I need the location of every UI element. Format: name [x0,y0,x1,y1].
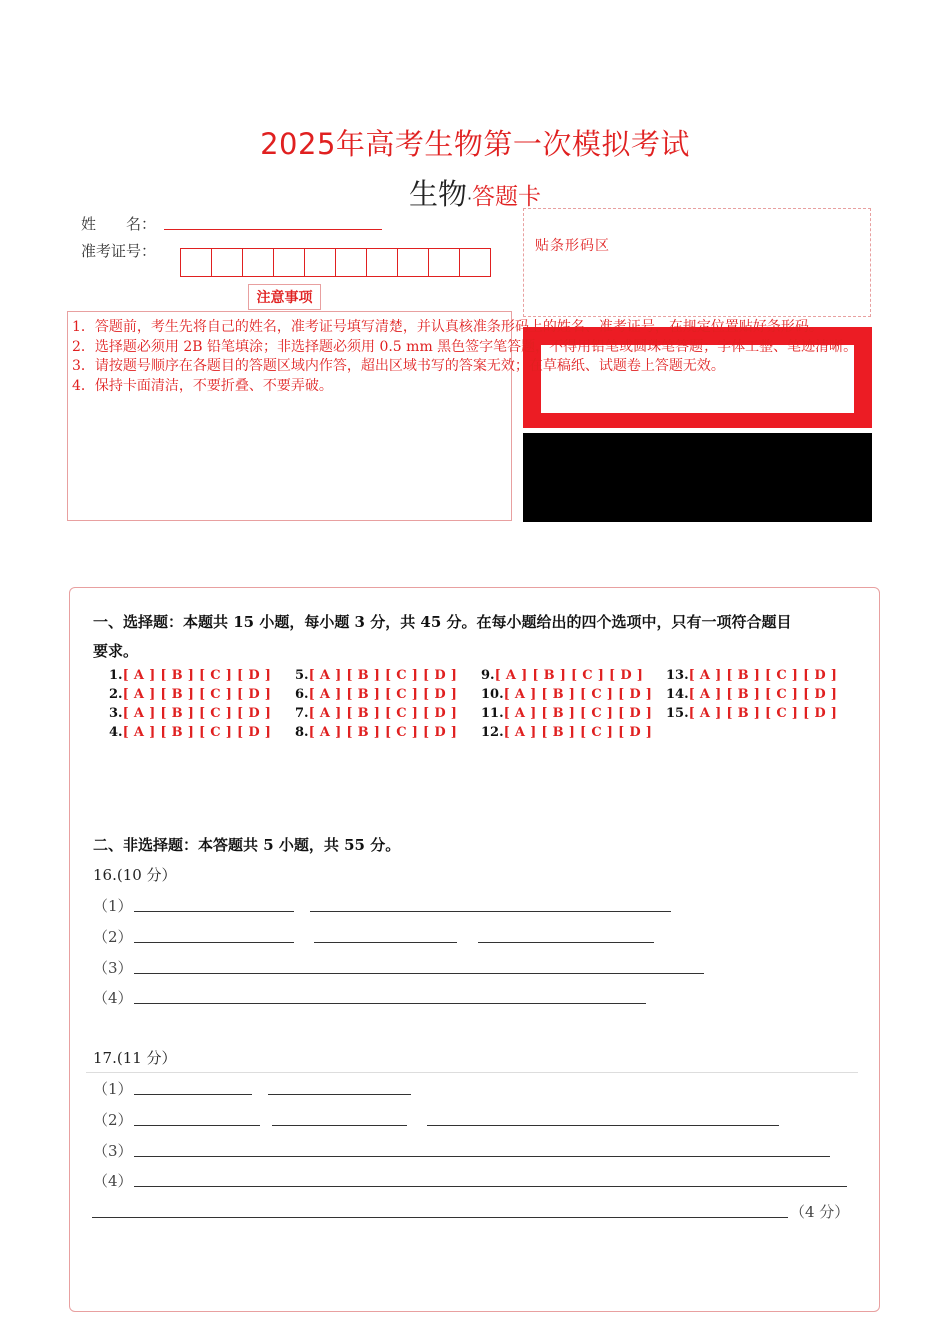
q16-label: 16.(10 分） [93,866,177,884]
id-digit-box[interactable] [273,248,305,277]
section1-heading-line2: 要求。 [93,642,139,660]
mc-options[interactable]: [ A ] [ B ] [ C ] [ D ] [308,706,458,721]
section2-heading: 二、非选择题：本答题共 5 小题，共 55 分。 [93,836,401,854]
q17-sub4-blank-line1[interactable] [134,1186,847,1187]
notice-item: 2．选择题必须用 2B 铅笔填涂；非选择题必须用 0.5 mm 黑色签字笔答题，不得用铅笔或圆珠笔答题；字体工整、笔迹清晰。 [72,338,858,355]
mc-number: 7. [295,706,309,721]
mc-options[interactable]: [ A ] [ B ] [ C ] [ D ] [494,668,644,683]
notice-item: 1．答题前，考生先将自己的姓名，准考证号填写清楚，并认真核准条形码上的姓名、准考证号，在规定位置贴好条形码。 [72,319,823,335]
q16-sub1-blank-b[interactable] [310,911,671,912]
card-subtitle [0,172,950,213]
answer-card-label: 答题卡 [472,184,542,210]
mc-number: 8. [295,725,309,740]
subtitle-dot: · [466,189,473,208]
barcode-label: 贴条形码区 [535,238,610,254]
mc-number: 14. [666,687,689,702]
mc-number: 15. [666,706,689,721]
mc-question-11[interactable] [481,706,652,721]
mc-question-3[interactable] [109,706,271,721]
id-digit-box[interactable] [304,248,336,277]
name-field[interactable] [164,229,382,230]
name-label: 姓 名： [81,215,157,233]
mc-question-8[interactable] [295,725,457,740]
subject-label: 生物 [408,177,467,211]
notice-tag: 注意事项 [248,284,321,310]
exam-title: 2025年高考生物第一次模拟考试 [260,127,690,161]
mc-question-7[interactable] [295,706,457,721]
mc-question-6[interactable] [295,687,457,702]
q16-sub1-blank-a[interactable] [134,911,294,912]
q17-divider [86,1072,858,1073]
q16-sub1-label: （1） [93,897,133,915]
mc-number: 2. [109,687,123,702]
mc-number: 6. [295,687,309,702]
mc-number: 1. [109,668,123,683]
mc-number: 11. [481,706,504,721]
redacted-block [523,433,872,522]
id-digit-box[interactable] [242,248,274,277]
mc-options[interactable]: [ A ] [ B ] [ C ] [ D ] [308,725,458,740]
q17-sub2-blank-b[interactable] [272,1125,407,1126]
mc-number: 12. [481,725,504,740]
q16-sub2-blank-c[interactable] [478,942,654,943]
mc-question-2[interactable] [109,687,271,702]
q17-label: 17.(11 分） [93,1049,177,1067]
q16-sub2-blank-b[interactable] [314,942,457,943]
mc-number: 13. [666,668,689,683]
q16-sub3-blank[interactable] [134,973,704,974]
mc-number: 10. [481,687,504,702]
q17-sub4-blank-line2[interactable] [92,1217,788,1218]
id-label: 准考证号： [81,242,157,260]
q17-sub1-blank-b[interactable] [268,1094,411,1095]
mc-options[interactable]: [ A ] [ B ] [ C ] [ D ] [308,668,458,683]
mc-options[interactable]: [ A ] [ B ] [ C ] [ D ] [503,706,653,721]
mc-number: 3. [109,706,123,721]
q17-sub2-blank-a[interactable] [134,1125,260,1126]
mc-options[interactable]: [ A ] [ B ] [ C ] [ D ] [122,687,272,702]
q16-sub4-blank[interactable] [134,1003,646,1004]
mc-number: 5. [295,668,309,683]
id-digit-box[interactable] [459,248,491,277]
mc-options[interactable]: [ A ] [ B ] [ C ] [ D ] [122,668,272,683]
q16-sub4-label: （4） [93,989,133,1007]
q17-sub1-blank-a[interactable] [134,1094,252,1095]
notice-item: 4．保持卡面清洁，不要折叠、不要弄破。 [72,377,333,394]
mc-number: 4. [109,725,123,740]
id-number-boxes[interactable] [181,248,491,277]
q17-sub2-label: （2） [93,1111,133,1129]
mc-question-10[interactable] [481,687,652,702]
notice-item: 3．请按题号顺序在各题目的答题区域内作答，超出区域书写的答案无效；在草稿纸、试题卷上答题无效。 [72,358,725,374]
mc-question-13[interactable] [666,668,837,683]
q17-sub4-label: （4） [93,1172,133,1190]
mc-number: 9. [481,668,495,683]
q16-sub3-label: （3） [93,959,133,977]
mc-question-12[interactable] [481,725,652,740]
mc-question-1[interactable] [109,668,271,683]
q17-sub3-label: （3） [93,1142,133,1160]
mc-question-14[interactable] [666,687,837,702]
mc-question-4[interactable] [109,725,271,740]
mc-options[interactable]: [ A ] [ B ] [ C ] [ D ] [122,725,272,740]
mc-options[interactable]: [ A ] [ B ] [ C ] [ D ] [503,725,653,740]
q17-sub3-blank[interactable] [134,1156,830,1157]
mc-options[interactable]: [ A ] [ B ] [ C ] [ D ] [308,687,458,702]
id-digit-box[interactable] [211,248,243,277]
q17-score-note: （4 分） [790,1203,850,1221]
mc-options[interactable]: [ A ] [ B ] [ C ] [ D ] [122,706,272,721]
q16-sub2-label: （2） [93,928,133,946]
id-digit-box[interactable] [428,248,460,277]
q17-sub2-blank-c[interactable] [427,1125,779,1126]
mc-options[interactable]: [ A ] [ B ] [ C ] [ D ] [503,687,653,702]
id-digit-box[interactable] [397,248,429,277]
id-digit-box[interactable] [335,248,367,277]
q17-sub1-label: （1） [93,1080,133,1098]
mc-question-5[interactable] [295,668,457,683]
id-digit-box[interactable] [366,248,398,277]
section1-heading-line1: 一、选择题：本题共 15 小题，每小题 3 分，共 45 分。在每小题给出的四个选项中，只有一项符合题目 [93,613,792,631]
notice-list [72,318,857,396]
q16-sub2-blank-a[interactable] [134,942,294,943]
mc-question-15[interactable] [666,706,837,721]
mc-options[interactable]: [ A ] [ B ] [ C ] [ D ] [688,668,838,683]
id-digit-box[interactable] [180,248,212,277]
mc-options[interactable]: [ A ] [ B ] [ C ] [ D ] [688,706,838,721]
barcode-area [523,208,871,317]
mc-options[interactable]: [ A ] [ B ] [ C ] [ D ] [688,687,838,702]
mc-question-9[interactable] [481,668,643,683]
